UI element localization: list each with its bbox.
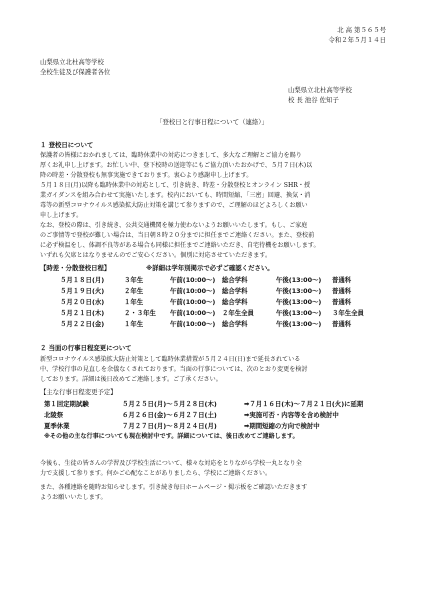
body-line: いずれも欠席とはなりませんのでご安心ください。個別に対応させていただきます。: [40, 252, 272, 259]
schedule-pm-course: 普通科: [332, 287, 352, 295]
schedule-pm: 午後(13:00～): [276, 276, 322, 284]
schedule-pm-course: ３年生全員: [332, 309, 364, 317]
document-number: 北 高 第５６５号: [337, 26, 386, 34]
body-line: 力で支援して参ります。何かご心配なことがありましたら、学校にご連絡ください。: [40, 470, 272, 477]
sender-school: 山梨県立北杜高等学校: [288, 86, 352, 94]
schedule-date: ５月２１日(木): [60, 309, 105, 317]
schedule-heading: 【時差・分散登校日程】: [40, 264, 111, 272]
body-line: 毒等の新型コロナウイルス感染拡大防止対策を講じて参りますので、ご理解のほどよろしくお願い: [40, 202, 308, 209]
section1-heading: １ 登校日について: [40, 141, 94, 149]
change-from: ６月２６日(金)～６月２７日(土): [122, 411, 217, 419]
body-line: 業ガイダンスを組み合わせて実施いたします。校内においても、時間短縮、「三密」回避、換気・消: [40, 192, 311, 199]
schedule-date: ５月２０日(水): [60, 298, 105, 306]
recipient-school: 山梨県立北杜高等学校: [40, 58, 104, 66]
change-from: ５月２５日(月)～５月２８日(木): [122, 400, 217, 408]
body-line: 今後も、生徒の皆さんの学習及び学校生活について、様々な対応をとりながら学校一丸となり全: [40, 460, 302, 467]
schedule-am-course: 総合学科: [222, 287, 248, 295]
schedule-pm: 午後(13:00～): [276, 320, 322, 328]
body-line: 厚くお礼申し上げます。お忙しい中、登下校時の送迎等にもご協力頂いたおかげで、５月７日(木)以: [40, 162, 313, 169]
change-to: ➡期間短縮の方向で検討中: [244, 422, 320, 430]
document-date: 令和２年５月１４日: [328, 36, 386, 44]
schedule-am-course: ２年生全員: [222, 309, 254, 317]
schedule-grade: ３年生: [124, 276, 144, 284]
schedule-grade: １年生: [124, 298, 144, 306]
body-line: ようお願いいたします。: [40, 494, 107, 501]
schedule-am: 午前(10:00～): [170, 309, 216, 317]
schedule-grade: ２年生: [124, 287, 144, 295]
change-to: ➡実施可否・内容等を含め検討中: [244, 411, 339, 419]
change-to: ➡７月１６日(木)～７月２１日(火)に延期: [244, 400, 364, 408]
body-line: 新型コロナウイルス感染拡大防止対策として臨時休業措置が５月２４日(日)まで延長されている: [40, 356, 301, 363]
schedule-am: 午前(10:00～): [170, 276, 216, 284]
schedule-am: 午前(10:00～): [170, 287, 216, 295]
schedule-date: ５月２２日(金): [60, 320, 105, 328]
section2-heading: ２ 当面の行事日程変更について: [40, 344, 132, 352]
body-line: 降の時差・分散登校も無事実施できております。衷心より感謝申し上げます。: [40, 172, 253, 179]
page-title: 「登校日と行事日程について（連絡）」: [156, 118, 268, 126]
body-line: なお、登校の際は、引き続き、公共交通機関を極力使わないようお願いいたします。もし、ご家庭: [40, 222, 308, 229]
schedule-pm: 午後(13:00～): [276, 298, 322, 306]
changes-heading: 【主な行事日程変更予定】: [40, 388, 117, 396]
body-line: ５月１８日(月)以降も臨時休業中の対応として、引き続き、時差・分散登校とオンライン SHR・授: [40, 182, 311, 189]
body-line: 保護者の皆様におかれましては、臨時休業中の対応につきまして、多大なご理解とご協力を賜り: [40, 152, 302, 159]
body-line: のご事情等で登校が難しい場合は、当日朝８時２０分までに担任までご連絡ください。また、登校前: [40, 232, 315, 239]
change-event: 夏季休業: [44, 422, 70, 430]
schedule-grade: ２・３年生: [124, 309, 156, 317]
schedule-pm: 午後(13:00～): [276, 309, 322, 317]
schedule-date: ５月１９日(火): [60, 287, 105, 295]
body-line: 中、学校行事の見直しを余儀なくされております。当面の行事については、次のとおり変更を検討: [40, 366, 308, 373]
body-line: に必ず検温をし、体調不良等がある場合も同様に担任までご連絡いただき、自宅待機をお願いします。: [40, 242, 320, 249]
schedule-am: 午前(10:00～): [170, 320, 216, 328]
change-event: 第１回定期試験: [44, 400, 89, 408]
schedule-am-course: 総合学科: [222, 276, 248, 284]
schedule-date: ５月１８日(月): [60, 276, 105, 284]
schedule-am-course: 総合学科: [222, 320, 248, 328]
changes-note: ※その他の主な行事についても現在検討中です。詳細については、後日改めてご連絡します。: [44, 433, 299, 440]
body-line: 申し上げます。: [40, 212, 83, 219]
body-line: しております。詳細は後日改めてご連絡します。ご了承ください。: [40, 376, 222, 383]
schedule-pm-course: 普通科: [332, 276, 352, 284]
schedule-am-course: 総合学科: [222, 298, 248, 306]
schedule-note: ※詳細は学年別掲示で必ずご確認ください。: [146, 264, 274, 272]
schedule-pm-course: 普通科: [332, 320, 352, 328]
schedule-pm: 午後(13:00～): [276, 287, 322, 295]
sender-principal: 校 長 池谷 佐知子: [288, 96, 339, 104]
recipient-group: 全校生徒及び保護者各位: [40, 68, 111, 76]
schedule-grade: １年生: [124, 320, 144, 328]
body-line: また、各種連絡を随時お知らせします。引き続き毎日ホームページ・掲示板をご確認いただきます: [40, 484, 308, 491]
change-from: ７月２７日(月)～８月２４日(月): [122, 422, 217, 430]
schedule-am: 午前(10:00～): [170, 298, 216, 306]
change-event: 北陵祭: [44, 411, 64, 419]
schedule-pm-course: 普通科: [332, 298, 352, 306]
